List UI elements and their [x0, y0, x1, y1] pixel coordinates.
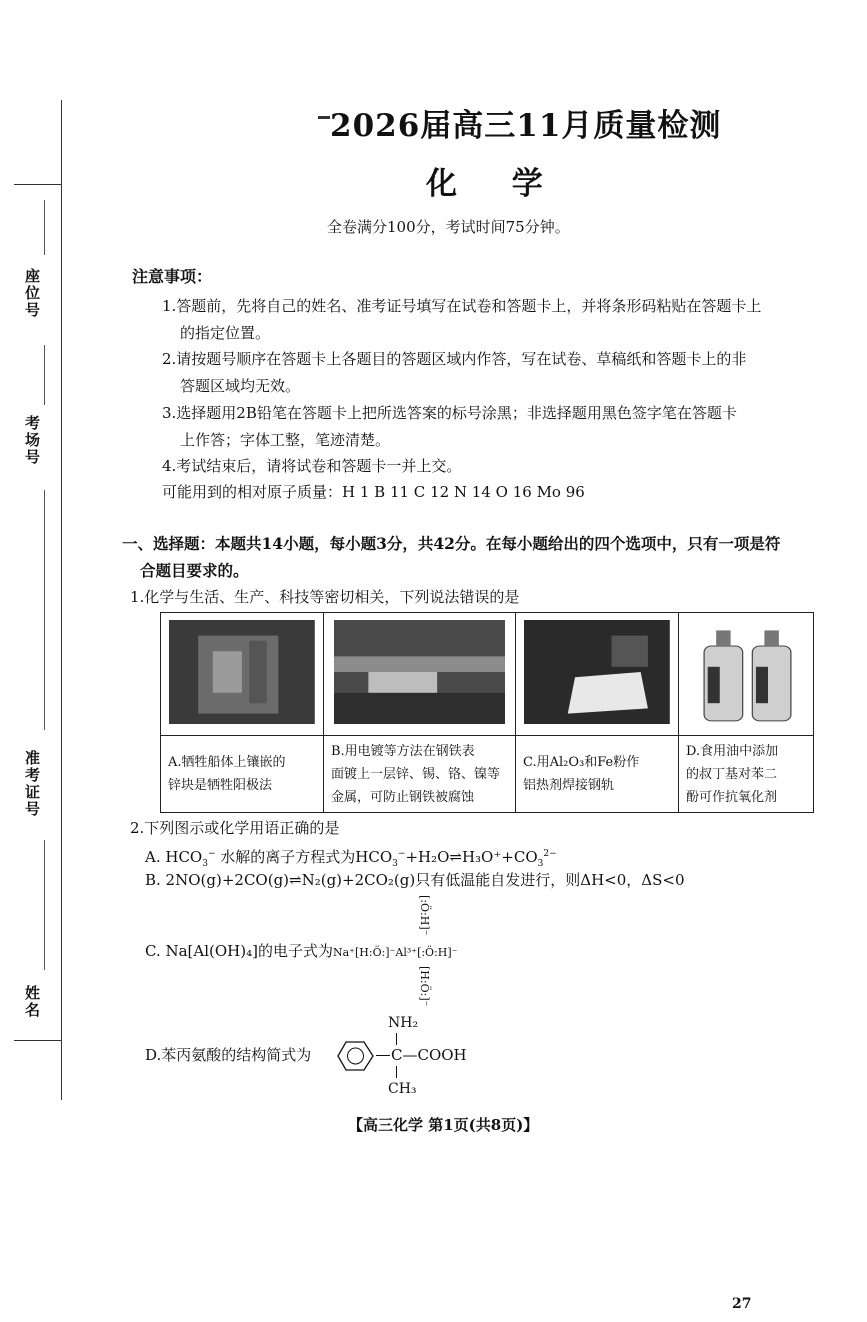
electron-formula-top: [:Ö:H]⁻	[418, 895, 431, 936]
electron-formula: Na⁺[H:Ö:]⁻Al³⁺[:Ö:H]⁻	[332, 946, 458, 959]
name-blank[interactable]	[44, 840, 45, 970]
ship-hull-photo	[169, 620, 315, 724]
option-a-image-cell	[161, 613, 324, 736]
option-c-line: C. Na[Al(OH)₄]的电子式为Na⁺[H:Ö:]⁻Al³⁺[:Ö:H]⁻	[145, 942, 458, 960]
page-title: 2026届高三11月质量检测	[330, 108, 722, 144]
electron-formula-bottom: [H:Ö:]⁻	[418, 966, 431, 1007]
section-heading: 一、选择题：本题共14小题，每小题3分，共42分。在每小题给出的四个选项中，只有一项是符	[122, 534, 781, 553]
bond-line	[376, 1055, 390, 1056]
exam-room-label: 考场号	[23, 415, 41, 466]
option-c: C.用Al₂O₃和Fe粉作 铝热剂焊接钢轨	[516, 736, 679, 813]
exam-room-blank[interactable]	[44, 345, 45, 405]
option-d: D.食用油中添加 的叔丁基对苯二 酚可作抗氧化剂	[679, 736, 814, 813]
benzene-ring-icon	[336, 1036, 376, 1076]
option-c-image-cell	[516, 613, 679, 736]
notice-line: 1.答题前，先将自己的姓名、准考证号填写在试卷和答题卡上，并将条形码粘贴在答题卡上	[162, 297, 762, 315]
thermite-welding-photo	[524, 620, 670, 724]
carbon-chain: C—COOH	[391, 1046, 467, 1064]
q1-options-table	[160, 612, 814, 813]
notice-line: 2.请按题号顺序在答题卡上各题目的答题区域内作答，写在试卷、草稿纸和答题卡上的非	[162, 350, 747, 368]
title-mark	[318, 116, 330, 119]
option-a: A.牺牲船体上镶嵌的 锌块是牺牲阳极法	[161, 736, 324, 813]
admission-no-blank[interactable]	[44, 490, 45, 730]
option-a-line: A. $HCO_3^-$ 水解的离子方程式为$HCO_3^-+H_2O\rightleftharpoons H_3O^++CO_3^{2-}$	[145, 848, 557, 869]
electroplating-photo	[334, 620, 506, 724]
admission-no-label: 准考证号	[23, 750, 41, 818]
notice-heading: 注意事项：	[132, 267, 213, 286]
subject-title: 化 学	[426, 166, 565, 202]
notice-line: 答题区域均无效。	[180, 377, 301, 395]
binding-rule	[14, 1040, 62, 1041]
name-label: 姓名	[23, 985, 41, 1019]
seat-no-blank[interactable]	[44, 200, 45, 255]
question-stem: 2.下列图示或化学用语正确的是	[130, 819, 340, 837]
section-heading: 合题目要求的。	[140, 561, 249, 580]
notice-line: 的指定位置。	[180, 324, 271, 342]
binding-rule	[14, 184, 62, 185]
option-b-image-cell	[324, 613, 516, 736]
option-d-image-cell	[679, 613, 814, 736]
methyl-group: CH₃	[388, 1081, 417, 1097]
question-stem: 1.化学与生活、生产、科技等密切相关，下列说法错误的是	[130, 588, 520, 606]
page-footer: 【高三化学 第1页(共8页)】	[348, 1116, 539, 1134]
corner-mark: 27	[732, 1296, 752, 1312]
amino-group: NH₂	[388, 1015, 419, 1031]
notice-line: 4.考试结束后，请将试卷和答题卡一并上交。	[162, 457, 462, 475]
notice-line: 上作答；字体工整，笔迹清楚。	[180, 431, 391, 449]
notice-line: 3.选择题用2B铅笔在答题卡上把所选答案的标号涂黑；非选择题用黑色签字笔在答题卡	[162, 404, 737, 422]
option-d-line: D.苯丙氨酸的结构简式为	[145, 1046, 312, 1064]
atomic-mass-line: 可能用到的相对原子质量：H 1 B 11 C 12 N 14 O 16 Mo 96	[162, 483, 585, 501]
cooking-oil-bottles-photo	[686, 620, 807, 724]
option-b: B.用电镀等方法在钢铁表 面镀上一层锌、锡、铬、镍等 金属，可防止钢铁被腐蚀	[324, 736, 516, 813]
seat-no-label: 座位号	[23, 268, 41, 319]
score-note: 全卷满分100分，考试时间75分钟。	[327, 218, 570, 236]
option-b-line: B. 2NO(g)+2CO(g)⇌N₂(g)+2CO₂(g)只有低温能自发进行，则ΔH<0，ΔS<0	[145, 871, 685, 889]
binding-line	[61, 100, 62, 1100]
